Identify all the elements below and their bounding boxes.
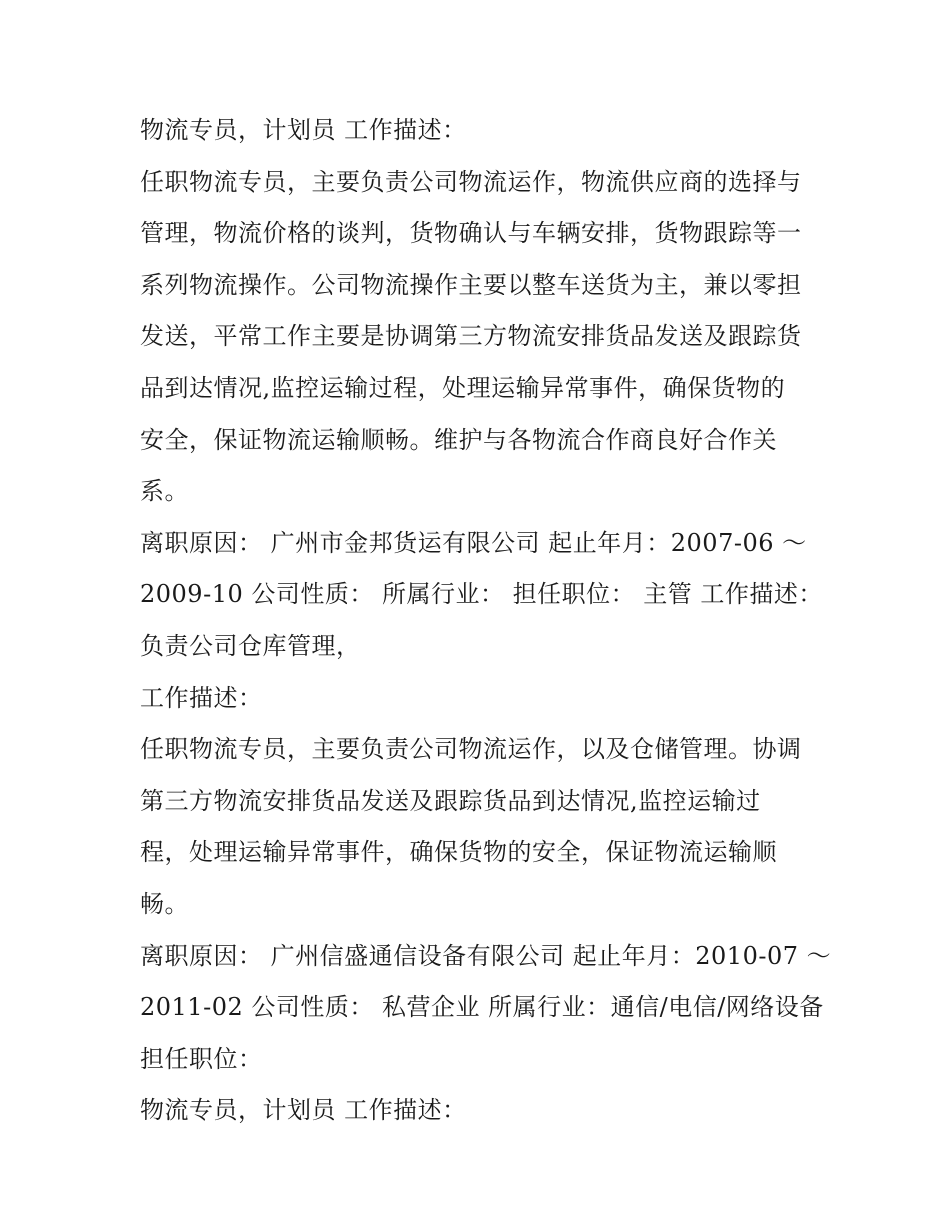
- text-line: 品到达情况,监控运输过程，处理运输异常事件，确保货物的: [140, 373, 786, 402]
- text-line: 系。: [140, 477, 189, 506]
- text-line: 任职物流专员，主要负责公司物流运作，物流供应商的选择与: [140, 167, 802, 196]
- text-line: 安全，保证物流运输顺畅。维护与各物流合作商良好合作关: [140, 425, 777, 454]
- text-line: 担任职位：: [140, 1044, 263, 1073]
- text-line: 第三方物流安排货品发送及跟踪货品到达情况,监控运输过: [140, 786, 761, 815]
- text-line: 离职原因： 广州市金邦货运有限公司 起止年月：2007-06 ～: [140, 528, 807, 557]
- text-line: 发送，平常工作主要是协调第三方物流安排货品发送及跟踪货: [140, 322, 802, 351]
- text-line: 管理，物流价格的谈判，货物确认与车辆安排，货物跟踪等一: [140, 219, 802, 248]
- text-line: 2011-02 公司性质： 私营企业 所属行业：通信/电信/网络设备: [140, 993, 824, 1022]
- text-line: 离职原因： 广州信盛通信设备有限公司 起止年月：2010-07 ～: [140, 941, 832, 970]
- text-line: 任职物流专员，主要负责公司物流运作，以及仓储管理。协调: [140, 735, 802, 764]
- text-line: 物流专员，计划员 工作描述：: [140, 116, 467, 144]
- text-line: 负责公司仓库管理，: [140, 631, 361, 660]
- text-line: 畅。: [140, 889, 189, 918]
- text-line: 2009-10 公司性质： 所属行业： 担任职位： 主管 工作描述：: [140, 580, 823, 609]
- document-page: [140, 108, 832, 1140]
- text-line: 物流专员，计划员 工作描述：: [140, 1096, 467, 1125]
- text-line: 工作描述：: [140, 683, 263, 712]
- text-line: 程，处理运输异常事件，确保货物的安全，保证物流运输顺: [140, 838, 777, 867]
- text-line: 系列物流操作。公司物流操作主要以整车送货为主，兼以零担: [140, 270, 802, 299]
